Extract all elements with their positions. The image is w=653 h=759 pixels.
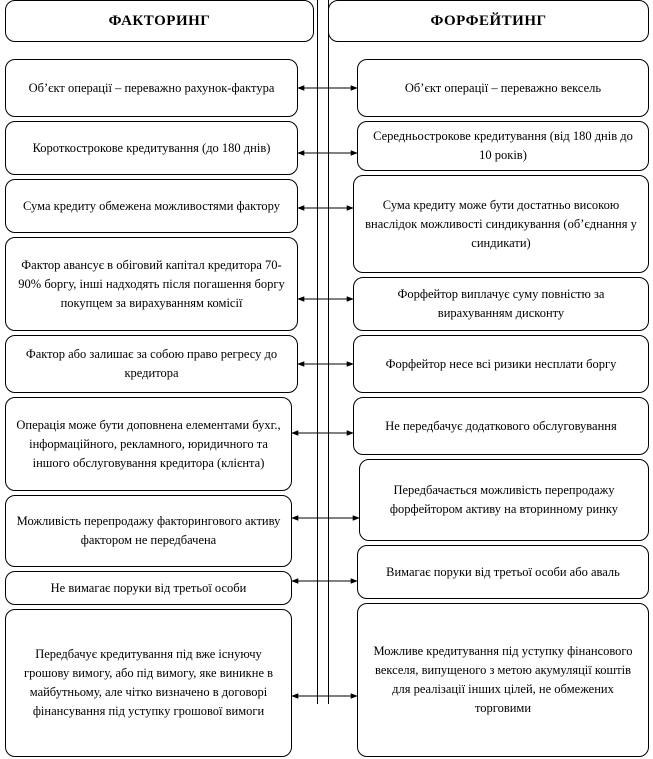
forfaiting-item-8: Вимагає поруки від третьої особи або аваль	[357, 545, 649, 599]
forfaiting-item-1: Об’єкт операції – переважно вексель	[357, 59, 649, 117]
factoring-item-1: Об’єкт операції – переважно рахунок-фактура	[5, 59, 298, 117]
forfaiting-item-9: Можливе кредитування під уступку фінансового векселя, випущеного з метою акумуляції коштів для реалізації інших цілей, не обмежених торговими	[357, 603, 649, 757]
forfaiting-item-4: Форфейтор виплачує суму повністю за вирахуванням дисконту	[353, 277, 649, 331]
forfaiting-item-5: Форфейтор несе всі ризики несплати боргу	[353, 335, 649, 393]
factoring-item-5: Фактор або залишає за собою право регресу до кредитора	[5, 335, 298, 393]
factoring-item-6: Операція може бути доповнена елементами бухг., інформаційного, рекламного, юридичного та іншого обслуговування кредитора (клієнта)	[5, 397, 292, 491]
factoring-item-7: Можливість перепродажу факторингового активу фактором не передбачена	[5, 495, 292, 567]
forfaiting-item-2: Середньострокове кредитування (від 180 днів до 10 років)	[357, 121, 649, 171]
forfaiting-item-7: Передбачається можливість перепродажу форфейтором активу на вторинному ринку	[359, 459, 649, 541]
forfaiting-item-6: Не передбачує додаткового обслуговування	[353, 397, 649, 455]
forfaiting-header: ФОРФЕЙТИНГ	[328, 0, 649, 42]
forfaiting-item-3: Сума кредиту може бути достатньо високою внаслідок можливості синдикування (об’єднання у синдикати)	[353, 175, 649, 273]
factoring-item-9: Передбачує кредитування під вже існуючу грошову вимогу, або під вимогу, яке виникне в майбутньому, але чітко визначено в договорі фінансування під уступку грошової вимоги	[5, 609, 292, 757]
factoring-item-2: Короткострокове кредитування (до 180 днів)	[5, 121, 298, 175]
factoring-header: ФАКТОРИНГ	[5, 0, 314, 42]
factoring-item-8: Не вимагає поруки від третьої особи	[5, 571, 292, 605]
factoring-item-3: Сума кредиту обмежена можливостями фактору	[5, 179, 298, 233]
factoring-item-4: Фактор авансує в обіговий капітал кредитора 70-90% боргу, інші надходять після погашення боргу покупцем за вирахуванням комісії	[5, 237, 298, 331]
